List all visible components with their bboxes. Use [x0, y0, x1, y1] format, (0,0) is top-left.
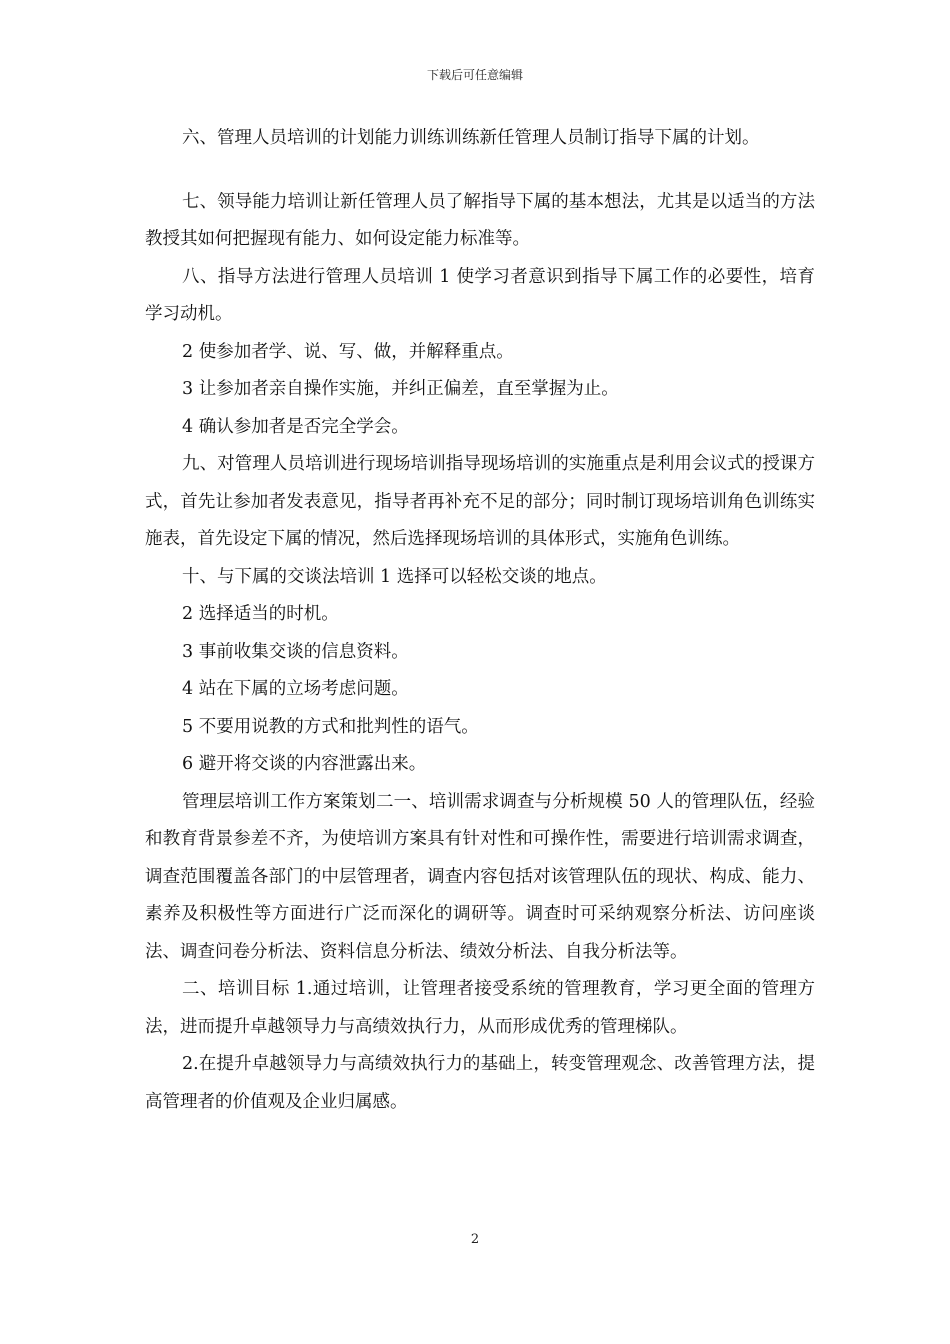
list-item: 6 避开将交谈的内容泄露出来。 [182, 754, 427, 774]
list-item: 4 站在下属的立场考虑问题。 [182, 679, 409, 699]
document-body [145, 120, 815, 1121]
list-item: 5 不要用说教的方式和批判性的语气。 [182, 716, 479, 737]
paragraph-7-leadership: 七、领导能力培训让新任管理人员了解指导下属的基本想法，尤其是以适当的方法教授其如何把握现有能力、如何设定能力标准等。 [145, 191, 815, 249]
list-item: 4 确认参加者是否完全学会。 [182, 416, 409, 437]
list-item: 3 让参加者亲自操作实施，并纠正偏差，直至掌握为止。 [182, 379, 619, 399]
paragraph-8-guidance: 八、指导方法进行管理人员培训 1 使学习者意识到指导下属工作的必要性，培育学习动机。 [145, 266, 815, 324]
paragraph-training-goal-1: 二、培训目标 1.通过培训，让管理者接受系统的管理教育，学习更全面的管理方法，进而提升卓越领导力与高绩效执行力，从而形成优秀的管理梯队。 [145, 979, 815, 1037]
list-item: 2 选择适当的时机。 [182, 604, 339, 624]
list-item: 3 事前收集交谈的信息资料。 [182, 641, 409, 662]
paragraph-10-conversation: 十、与下属的交谈法培训 1 选择可以轻松交谈的地点。 [182, 566, 607, 587]
paragraph-9-onsite-training: 九、对管理人员培训进行现场培训指导现场培训的实施重点是利用会议式的授课方式，首先让参加者发表意见，指导者再补充不足的部分；同时制订现场培训角色训练实施表，首先设定下属的情况，然后选择现场培训的具体形式，实施角色训练。 [145, 454, 815, 549]
page-number: 2 [470, 1232, 480, 1247]
paragraph-6-planning: 六、管理人员培训的计划能力训练训练新任管理人员制订指导下属的计划。 [182, 128, 760, 148]
paragraph-plan-two-survey: 管理层培训工作方案策划二一、培训需求调查与分析规模 50 人的管理队伍，经验和教育背景参差不齐，为使培训方案具有针对性和可操作性，需要进行培训需求调查，调查范围覆盖各部门的中层管理者，调查内容包括对该管理队伍的现状、构成、能力、素养及积极性等方面进行广泛而深化的调研等。调查时可采纳观察分析法、访问座谈法、调查问卷分析法、资料信息分析法、绩效分析法、自我分析法等。 [145, 791, 815, 962]
paragraph-training-goal-2: 2.在提升卓越领导力与高绩效执行力的基础上，转变管理观念、改善管理方法，提高管理者的价值观及企业归属感。 [145, 1054, 815, 1112]
list-item: 2 使参加者学、说、写、做，并解释重点。 [182, 341, 514, 362]
page-header: 下载后可任意编辑 [426, 68, 523, 82]
